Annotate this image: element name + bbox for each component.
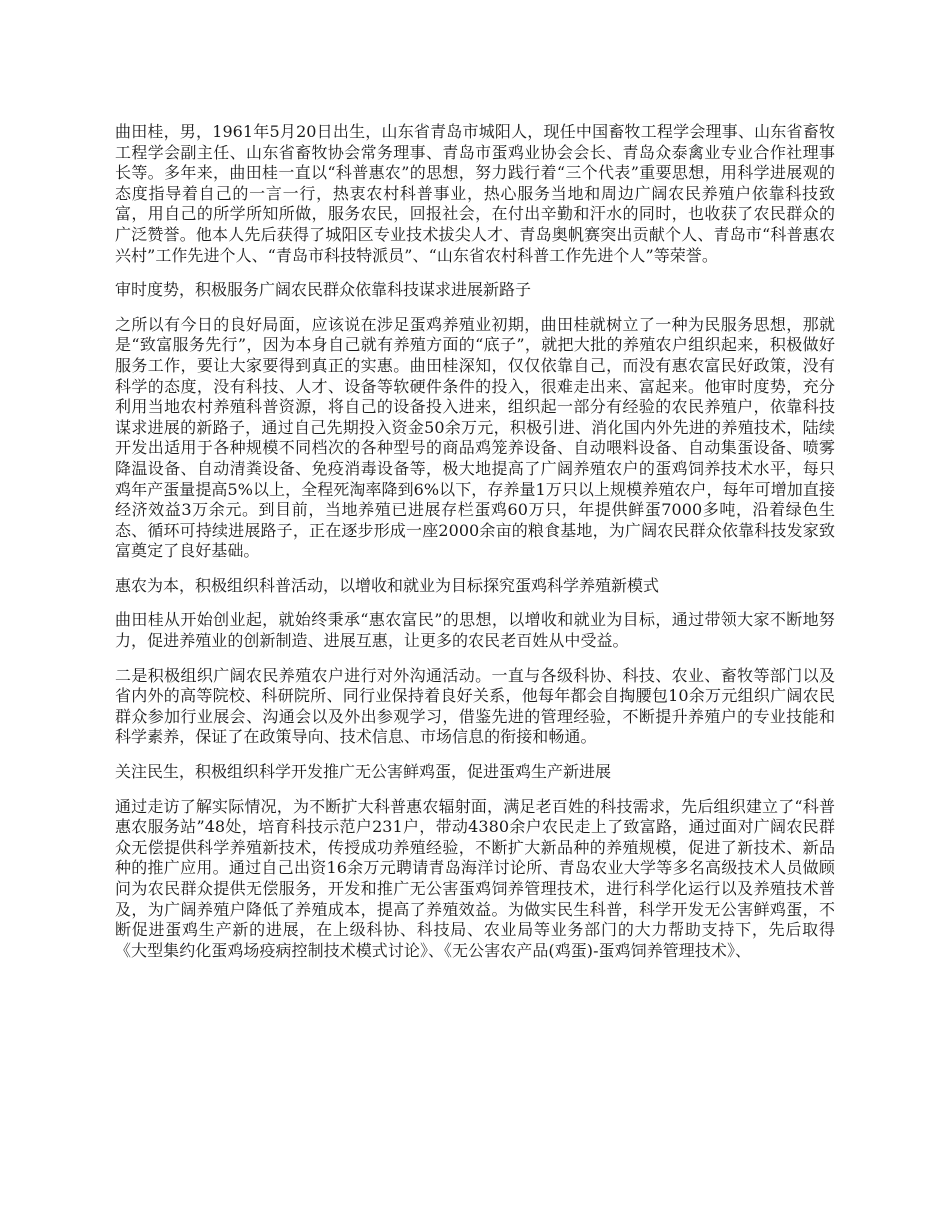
section-heading-3: 关注民生，积极组织科学开发推广无公害鲜鸡蛋，促进蛋鸡生产新进展 [115, 762, 612, 782]
section-2-paragraph-1: 曲田桂从开始创业起，就始终秉承“惠农富民”的思想，以增收和就业为目标，通过带领大家不断地努力，促进养殖业的创新制造、进展互惠，让更多的农民老百姓从中受益。 [115, 610, 835, 651]
bio-paragraph: 曲田桂，男，1961年5月20日出生，山东省青岛市城阳人，现任中国畜牧工程学会理事、山东省畜牧工程学会副主任、山东省畜牧协会常务理事、青岛市蛋鸡业协会会长、青岛众泰禽业专业合作社理事长等。多年来，曲田桂一直以“科普惠农”的思想，努力践行着“三个代表”重要思想，用科学进展观的态度指导着自己的一言一行，热衷农村科普事业，热心服务当地和周边广阔农民养殖户依靠科技致富，用自己的所学所知所做，服务农民，回报社会，在付出辛勤和汗水的同时，也收获了农民群众的广泛赞誉。他本人先后获得了城阳区专业技术拔尖人才、青岛奥帆赛突出贡献个人、青岛市“科普惠农兴村”工作先进个人、“青岛市科技特派员”、“山东省农村科普工作先进个人”等荣誉。 [115, 122, 835, 265]
section-2-paragraph-2: 二是积极组织广阔农民养殖农户进行对外沟通活动。一直与各级科协、科技、农业、畜牧等部门以及省内外的高等院校、科研院所、同行业保持着良好关系，他每年都会自掏腰包10余万元组织广阔农民群众参加行业展会、沟通会以及外出参观学习，借鉴先进的管理经验，不断提升养殖户的专业技能和科学素养，保证了在政策导向、技术信息、市场信息的衔接和畅通。 [115, 665, 835, 747]
section-1-paragraph: 之所以有今日的良好局面，应该说在涉足蛋鸡养殖业初期，曲田桂就树立了一种为民服务思想，那就是“致富服务先行”，因为本身自己就有养殖方面的“底子”，就把大批的养殖农户组织起来，积极做好服务工作，要让大家要得到真正的实惠。曲田桂深知，仅仅依靠自己，而没有惠农富民好政策，没有科学的态度，没有科技、人才、设备等软硬件条件的投入，很难走出来、富起来。他审时度势，充分利用当地农村养殖科普资源，将自己的设备投入进来，组织起一部分有经验的农民养殖户，依靠科技谋求进展的新路子，通过自己先期投入资金50余万元，积极引进、消化国内外先进的养殖技术，陆续开发出适用于各种规模不同档次的各种型号的商品鸡笼养设备、自动喂料设备、自动集蛋设备、喷雾降温设备、自动清粪设备、免疫消毒设备等，极大地提高了广阔养殖农户的蛋鸡饲养技术水平，每只鸡年产蛋量提高5%以上，全程死淘率降到6%以下，存养量1万只以上规模养殖农户，每年可增加直接经济效益3万余元。到目前，当地养殖已进展存栏蛋鸡60万只，年提供鲜蛋7000多吨，沿着绿色生态、循环可持续进展路子，正在逐步形成一座2000余亩的粮食基地，为广阔农民群众依靠科技发家致富奠定了良好基础。 [115, 314, 835, 561]
section-heading-2: 惠农为本，积极组织科普活动，以增收和就业为目标探究蛋鸡科学养殖新模式 [115, 575, 660, 595]
section-3-paragraph: 通过走访了解实际情况，为不断扩大科普惠农辐射面，满足老百姓的科技需求，先后组织建立了“科普惠农服务站”48处，培育科技示范户231户，带动4380余户农民走上了致富路，通过面对广阔农民群众无偿提供科学养殖新技术，传授成功养殖经验，不断扩大新品种的养殖规模，促进了新技术、新品种的推广应用。通过自己出资16余万元聘请青岛海洋讨论所、青岛农业大学等多名高级技术人员做顾问为农民群众提供无偿服务，开发和推广无公害蛋鸡饲养管理技术，进行科学化运行以及养殖技术普及，为广阔养殖户降低了养殖成本，提高了养殖效益。为做实民生科普，科学开发无公害鲜鸡蛋，不断促进蛋鸡生产新的进展，在上级科协、科技局、农业局等业务部门的大力帮助支持下，先后取得《大型集约化蛋鸡场疫病控制技术模式讨论》、《无公害农产品(鸡蛋)-蛋鸡饲养管理技术》、 [115, 796, 835, 960]
section-heading-1: 审时度势，积极服务广阔农民群众依靠科技谋求进展新路子 [115, 280, 532, 300]
document-body [115, 122, 835, 975]
